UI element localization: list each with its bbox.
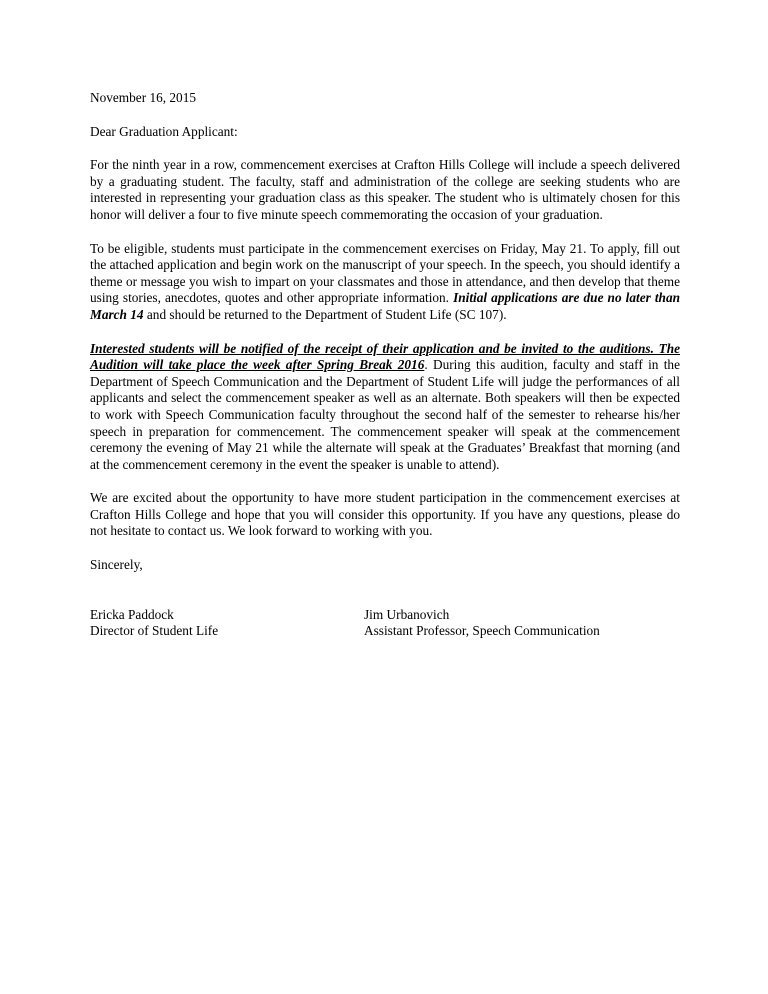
signature-block [90,607,680,640]
eligibility-text-end: and should be returned to the Department of Student Life (SC 107). [143,306,507,322]
paragraph-closing-remarks: We are excited about the opportunity to have more student participation in the commencement exercises at Crafton Hills College and hope that you will consider this opportunity. If you have any questions, please do not hesitate to contact us. We look forward to working with you. [90,490,680,539]
paragraph-audition [90,341,680,474]
eligibility-text: To be eligible, students must participate in the commencement exercises on Friday, May 21. To apply, fill out the attached application and begin work on the manuscript of your speech. In the speech, you should identify a theme or message you wish to impart on your classmates and those in attendance, and then develop that theme using stories, anecdotes, quotes and other appropriate information. [90,240,680,306]
audition-emphasis: Interested students will be notified of the receipt of their application and be invited to the auditions. The Audition will take place the week after Spring Break 2016 [90,340,680,373]
signature-left [90,607,364,640]
deadline-emphasis: Initial applications are due no later than March 14 [90,290,680,322]
salutation: Dear Graduation Applicant: [90,123,238,139]
signer-title: Assistant Professor, Speech Communication [364,623,600,639]
signer-name: Jim Urbanovich [364,606,450,622]
paragraph-eligibility [90,241,680,324]
letter-page [90,90,680,640]
paragraph-intro: For the ninth year in a row, commencement exercises at Crafton Hills College will include a speech delivered by a graduating student. The faculty, staff and administration of the college are seeking students who are interested in representing your graduation class as this speaker. The student who is ultimately chosen for this honor will deliver a four to five minute speech commemorating the occasion of your graduation. [90,157,680,222]
signer-name: Ericka Paddock [90,606,174,622]
audition-text: . During this audition, faculty and staff in the Department of Speech Communication and the Department of Student Life will judge the performances of all applicants and select the commencement speaker as well as an alternate. Both speakers will then be expected to work with Speech Communication faculty throughout the second half of the semester to rehearse his/her speech in preparation for commencement. The commencement speaker will speak at the commencement ceremony the evening of May 21 while the alternate will speak at the Graduates’ Breakfast that morning (and at the commencement ceremony in the event the speaker is unable to attend). [90,357,680,472]
signature-right [364,607,600,640]
closing: Sincerely, [90,557,143,573]
signer-title: Director of Student Life [90,623,219,639]
letter-date: November 16, 2015 [90,90,196,105]
